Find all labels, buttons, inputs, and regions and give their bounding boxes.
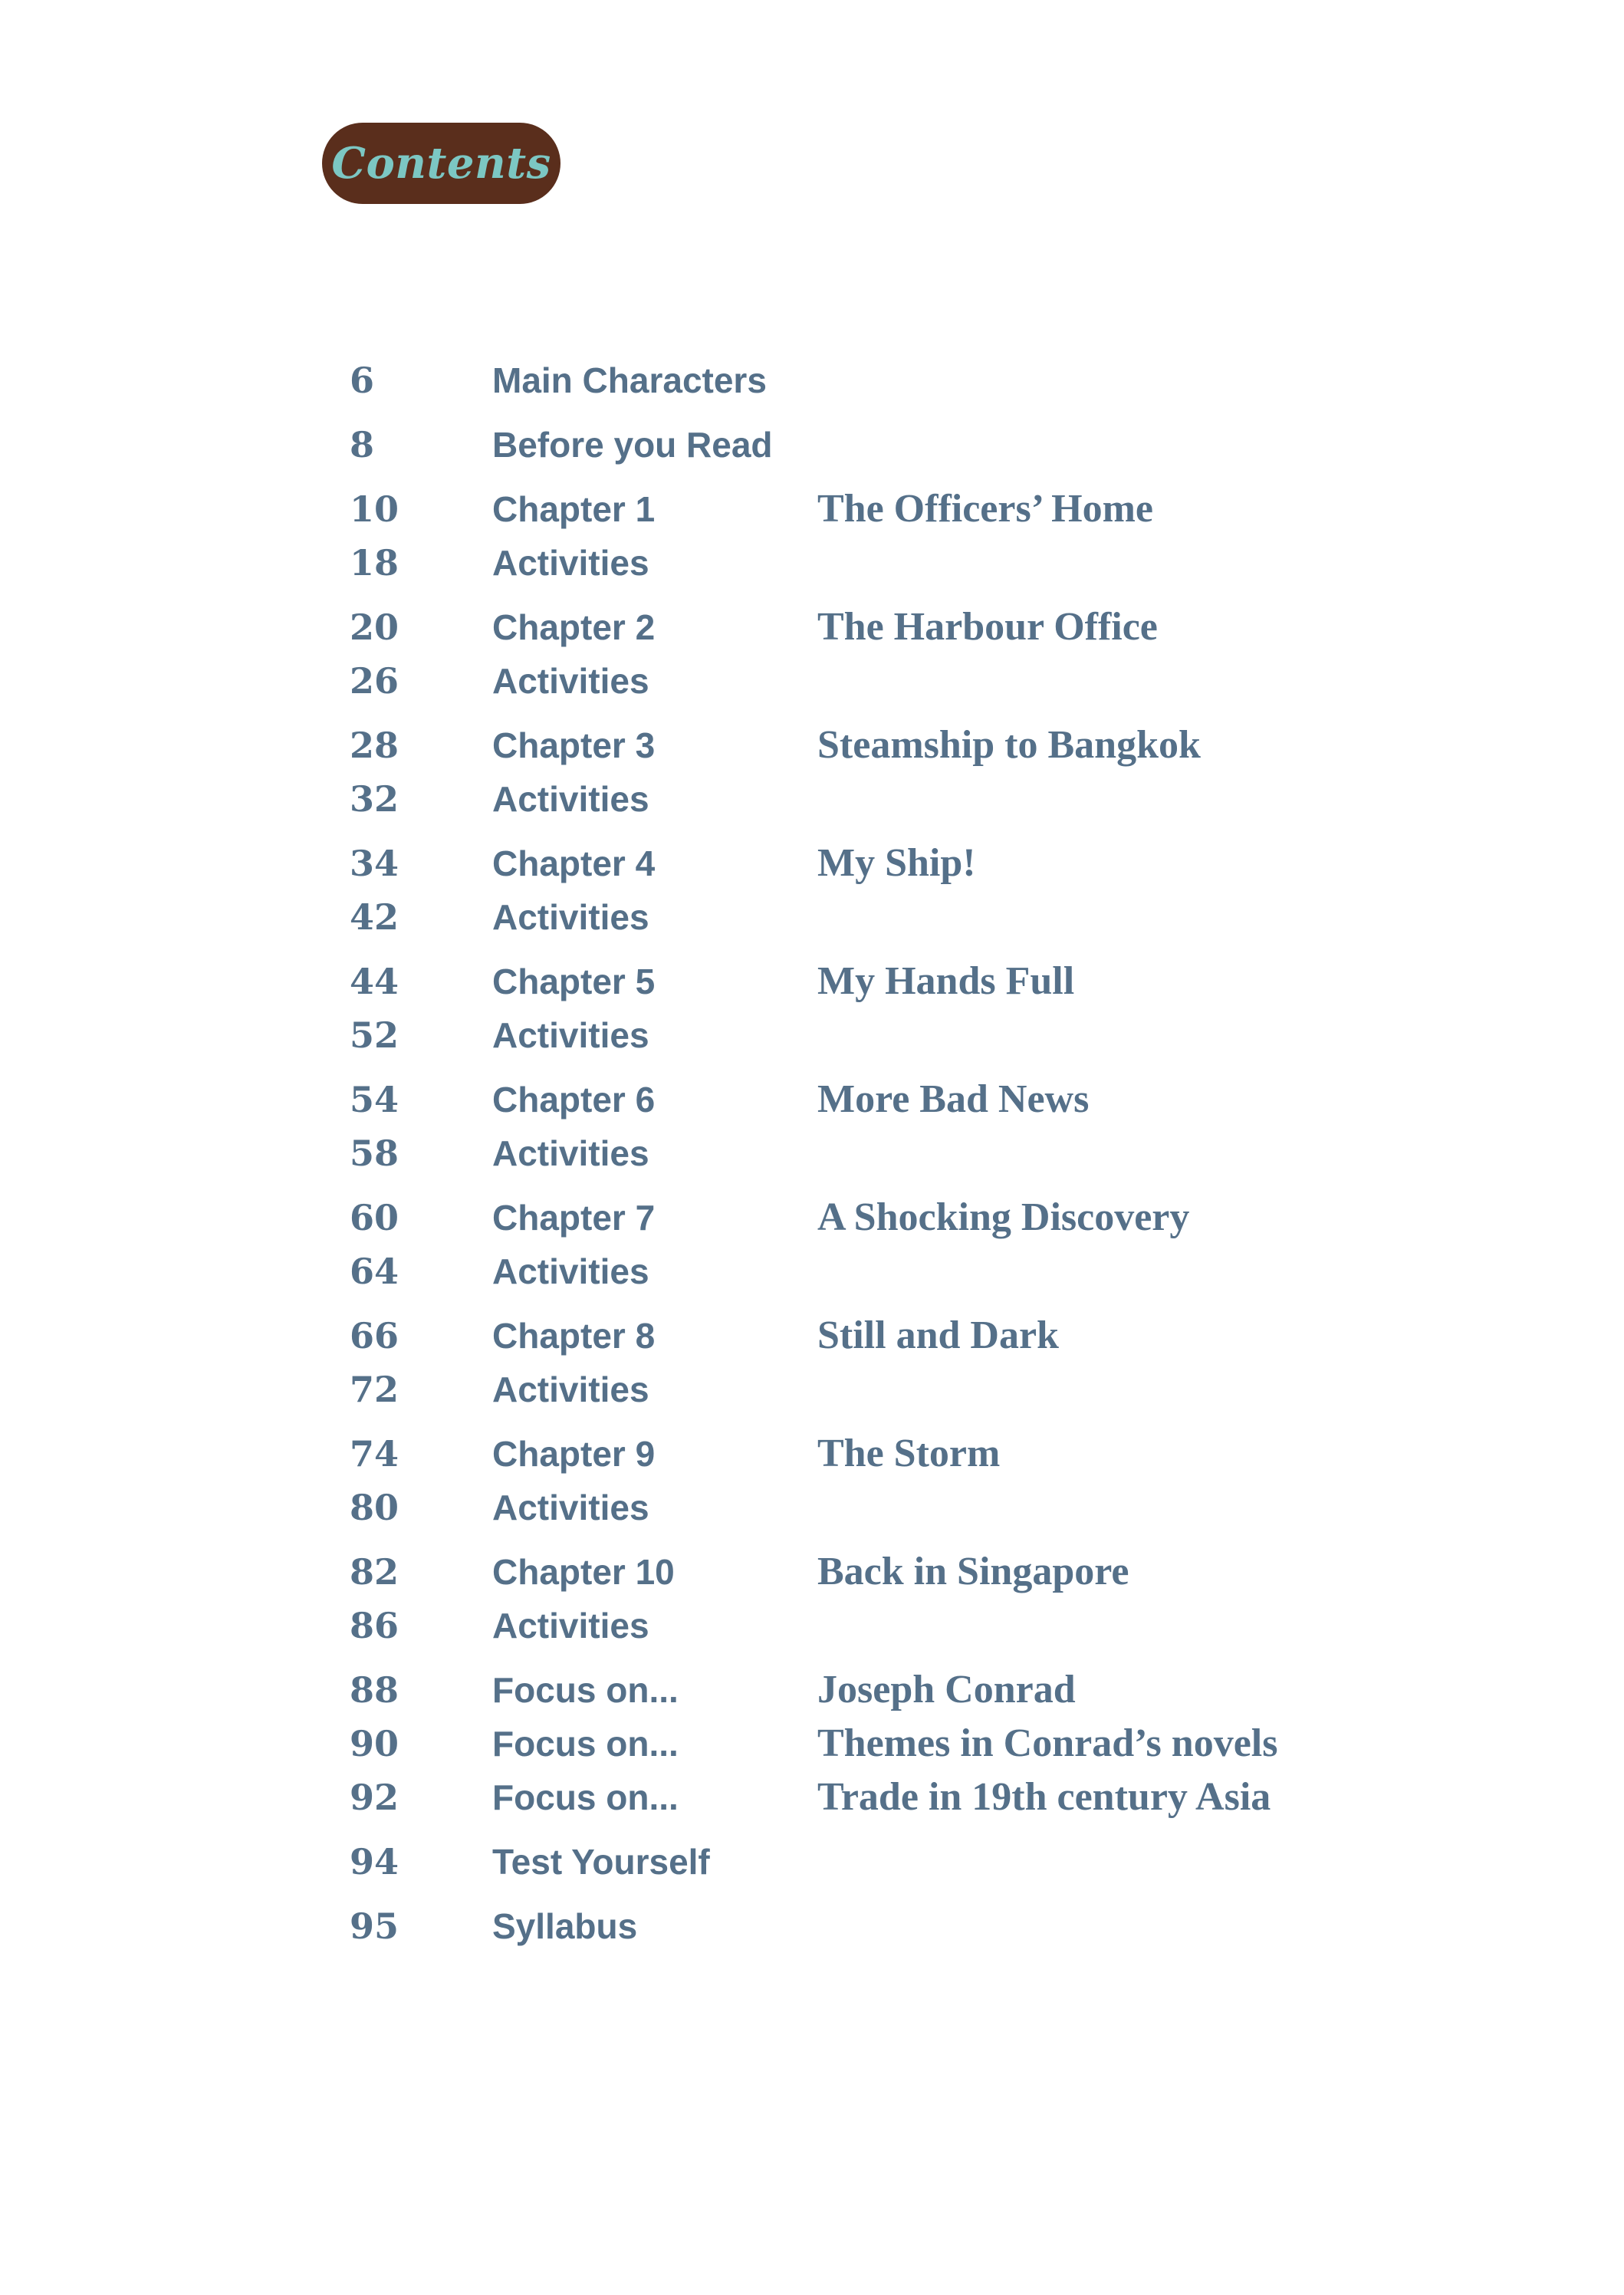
toc-chapter-title: Steamship to Bangkok: [817, 723, 1201, 767]
toc-section-label: Chapter 5: [492, 962, 656, 1001]
toc-row[interactable]: [0, 955, 1624, 1008]
toc-chapter-title: My Hands Full: [817, 959, 1075, 1003]
toc-chapter-title: My Ship!: [817, 841, 976, 885]
toc-section-label: Activities: [492, 543, 649, 583]
toc-section-label: Chapter 10: [492, 1552, 675, 1592]
toc-page-number: 10: [350, 488, 399, 530]
toc-chapter-title: The Harbour Office: [817, 605, 1158, 649]
toc-section-label: Activities: [492, 779, 649, 819]
page-title: Contents: [331, 138, 551, 189]
toc-section-label: Chapter 1: [492, 489, 656, 529]
toc-row[interactable]: [0, 353, 1624, 407]
toc-section-label: Chapter 7: [492, 1198, 656, 1238]
toc-page-number: 94: [350, 1841, 399, 1882]
toc-page-number: 54: [350, 1079, 399, 1120]
toc-row[interactable]: [0, 1481, 1624, 1534]
toc-page-number: 6: [350, 360, 375, 401]
toc-section-label: Activities: [492, 1606, 649, 1646]
toc-row[interactable]: [0, 1899, 1624, 1953]
toc-page-number: 86: [350, 1605, 399, 1646]
toc-page-number: 60: [350, 1197, 399, 1238]
toc-chapter-title: The Storm: [817, 1432, 1001, 1475]
toc-section-label: Before you Read: [492, 425, 773, 465]
toc-page-number: 90: [350, 1723, 399, 1764]
toc-row[interactable]: [0, 536, 1624, 590]
toc-row[interactable]: [0, 482, 1624, 536]
toc-row[interactable]: [0, 1427, 1624, 1481]
toc-section-label: Activities: [492, 1369, 649, 1409]
toc-row[interactable]: [0, 1309, 1624, 1363]
toc-page-number: 42: [350, 896, 399, 938]
toc-page-number: 32: [350, 778, 399, 820]
toc-section-label: Chapter 6: [492, 1080, 656, 1120]
toc-row[interactable]: [0, 890, 1624, 944]
toc-row[interactable]: [0, 837, 1624, 890]
toc-page-number: 88: [350, 1669, 399, 1711]
toc-section-label: Activities: [492, 1015, 649, 1055]
toc-row[interactable]: [0, 1663, 1624, 1717]
toc-page-number: 66: [350, 1315, 399, 1356]
toc-section-label: Chapter 2: [492, 607, 656, 647]
toc-section-label: Activities: [492, 1488, 649, 1527]
toc-section-label: Main Characters: [492, 360, 767, 400]
toc-page-number: 34: [350, 843, 399, 884]
toc-section-label: Syllabus: [492, 1906, 638, 1946]
toc-row[interactable]: [0, 1008, 1624, 1062]
toc-section-label: Activities: [492, 1251, 649, 1291]
toc-row[interactable]: [0, 1191, 1624, 1244]
toc-page-number: 28: [350, 725, 399, 766]
toc-row[interactable]: [0, 654, 1624, 708]
toc-section-label: Chapter 9: [492, 1434, 656, 1474]
toc-page-number: 58: [350, 1133, 399, 1174]
toc-row[interactable]: [0, 1771, 1624, 1824]
toc-row[interactable]: [0, 1545, 1624, 1599]
toc-section-label: Chapter 4: [492, 843, 656, 883]
toc-section-label: Activities: [492, 897, 649, 937]
toc-section-label: Chapter 8: [492, 1316, 656, 1356]
toc-chapter-title: More Bad News: [817, 1077, 1090, 1121]
toc-chapter-title: Back in Singapore: [817, 1550, 1129, 1593]
toc-section-label: Activities: [492, 661, 649, 701]
toc-chapter-title: A Shocking Discovery: [817, 1195, 1190, 1239]
toc-row[interactable]: [0, 1599, 1624, 1652]
toc-page-number: 44: [350, 961, 399, 1002]
toc-focus-title: Themes in Conrad’s novels: [817, 1721, 1278, 1765]
toc-page-number: 8: [350, 424, 375, 465]
toc-chapter-title: Still and Dark: [817, 1314, 1059, 1357]
toc-row[interactable]: [0, 1363, 1624, 1416]
toc-section-label: Focus on...: [492, 1777, 679, 1817]
toc-page-number: 64: [350, 1251, 399, 1292]
toc-page-number: 82: [350, 1551, 399, 1593]
toc-chapter-title: The Officers’ Home: [817, 487, 1153, 531]
toc-page-number: 80: [350, 1487, 399, 1528]
toc-page-number: 52: [350, 1014, 399, 1056]
toc-focus-title: Trade in 19th century Asia: [817, 1775, 1271, 1819]
toc-page-number: 74: [350, 1433, 399, 1475]
toc-row[interactable]: [0, 1717, 1624, 1771]
toc-row[interactable]: [0, 1835, 1624, 1889]
toc-section-label: Focus on...: [492, 1670, 679, 1710]
toc-page-number: 20: [350, 607, 399, 648]
toc-page-number: 95: [350, 1905, 399, 1947]
toc-page-number: 18: [350, 542, 399, 584]
toc-row[interactable]: [0, 1244, 1624, 1298]
toc-section-label: Test Yourself: [492, 1842, 710, 1882]
toc-focus-title: Joseph Conrad: [817, 1668, 1076, 1711]
toc-page-number: 72: [350, 1369, 399, 1410]
toc-section-label: Activities: [492, 1133, 649, 1173]
toc-section-label: Chapter 3: [492, 725, 656, 765]
toc-row[interactable]: [0, 1126, 1624, 1180]
toc-row[interactable]: [0, 772, 1624, 826]
toc-row[interactable]: [0, 600, 1624, 654]
toc-page-number: 92: [350, 1777, 399, 1818]
toc-row[interactable]: [0, 1073, 1624, 1126]
toc-section-label: Focus on...: [492, 1724, 679, 1764]
toc-page-number: 26: [350, 660, 399, 702]
toc-row[interactable]: [0, 718, 1624, 772]
toc-row[interactable]: [0, 418, 1624, 472]
